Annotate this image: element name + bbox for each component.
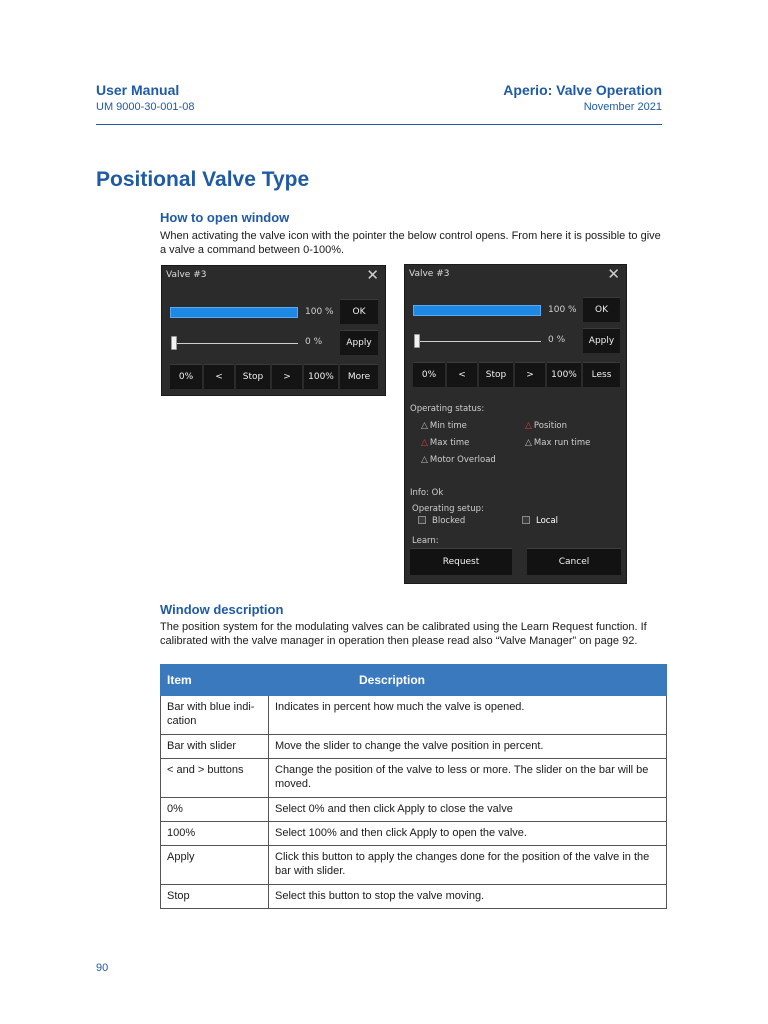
info-text: Info: Ok — [410, 488, 444, 498]
item-cell: < and > buttons — [161, 759, 269, 798]
warning-triangle-icon: △ — [421, 455, 428, 465]
status-motor-overload: △ Motor Overload — [421, 455, 496, 465]
dialog-title: Valve #3 — [166, 270, 207, 280]
document-number: UM 9000-30-001-08 — [96, 101, 195, 113]
section-text-window-description: The position system for the modulating valves can be calibrated using the Learn Request function. If calibrated with the valve manager in operation then please read also “Valve Manager” on page 92. — [160, 621, 647, 647]
increase-button[interactable]: > — [272, 364, 302, 389]
description-table — [160, 664, 667, 909]
slider-track[interactable] — [415, 341, 541, 342]
description-cell: Select this button to stop the valve moving. — [269, 885, 667, 909]
status-position: △ Position — [525, 421, 568, 431]
blocked-checkbox[interactable]: Blocked — [418, 516, 465, 526]
stop-button[interactable]: Stop — [236, 364, 270, 389]
manual-title: User Manual — [96, 82, 180, 98]
close-icon[interactable]: ✕ — [607, 265, 620, 283]
description-cell: Change the position of the valve to less or more. The slider on the bar will be moved. — [269, 759, 667, 798]
checkbox-icon[interactable] — [522, 516, 530, 524]
slider-percent: 0 % — [305, 337, 323, 347]
warning-triangle-icon: △ — [421, 421, 428, 431]
description-cell: Select 100% and then click Apply to open the valve. — [269, 822, 667, 846]
status-max-time: △ Max time — [421, 438, 470, 448]
item-cell: 100% — [161, 822, 269, 846]
slider-handle[interactable] — [414, 334, 420, 348]
ok-button[interactable]: OK — [340, 299, 378, 324]
cancel-button[interactable]: Cancel — [527, 548, 621, 575]
less-button[interactable]: Less — [583, 362, 620, 387]
header-rule — [96, 124, 662, 125]
dialog-title: Valve #3 — [409, 269, 450, 279]
item-cell: Bar with blue indi-cation — [161, 696, 269, 735]
operating-status-label: Operating status: — [410, 404, 485, 414]
increase-button[interactable]: > — [515, 362, 545, 387]
slider-percent: 0 % — [548, 335, 566, 345]
item-cell: Bar with slider — [161, 735, 269, 759]
hundred-percent-button[interactable]: 100% — [304, 364, 338, 389]
close-icon[interactable]: ✕ — [366, 266, 379, 284]
decrease-button[interactable]: < — [447, 362, 477, 387]
table-row — [161, 735, 667, 759]
operating-setup-label: Operating setup: — [412, 504, 484, 514]
status-max-run-time: △ Max run time — [525, 438, 591, 448]
alarm-triangle-icon: △ — [525, 421, 532, 431]
description-cell: Move the slider to change the valve position in percent. — [269, 735, 667, 759]
header-blank — [269, 665, 353, 696]
item-cell: Apply — [161, 846, 269, 885]
header-item: Item — [161, 665, 269, 696]
item-cell: Stop — [161, 885, 269, 909]
table-row — [161, 798, 667, 822]
warning-triangle-icon: △ — [525, 438, 532, 448]
valve-dialog-expanded — [404, 264, 627, 584]
description-cell: Select 0% and then click Apply to close the valve — [269, 798, 667, 822]
table-row — [161, 885, 667, 909]
item-cell: 0% — [161, 798, 269, 822]
local-checkbox[interactable]: Local — [522, 516, 558, 526]
status-min-time: △ Min time — [421, 421, 467, 431]
valve-dialog-compact — [161, 265, 386, 396]
apply-button[interactable]: Apply — [583, 328, 620, 353]
slider-handle[interactable] — [171, 336, 177, 350]
description-cell: Indicates in percent how much the valve is opened. — [269, 696, 667, 735]
table-row — [161, 759, 667, 798]
stop-button[interactable]: Stop — [479, 362, 513, 387]
page-title: Positional Valve Type — [96, 168, 310, 191]
position-bar — [170, 307, 298, 318]
alarm-triangle-icon: △ — [421, 438, 428, 448]
table-row — [161, 822, 667, 846]
checkbox-icon[interactable] — [418, 516, 426, 524]
zero-percent-button[interactable]: 0% — [413, 362, 445, 387]
page-number: 90 — [96, 962, 109, 974]
ok-button[interactable]: OK — [583, 297, 620, 322]
description-cell: Click this button to apply the changes done for the position of the valve in the bar with slider. — [269, 846, 667, 885]
publication-date: November 2021 — [583, 101, 662, 113]
request-button[interactable]: Request — [410, 548, 512, 575]
bar-percent: 100 % — [548, 305, 577, 315]
zero-percent-button[interactable]: 0% — [170, 364, 202, 389]
apply-button[interactable]: Apply — [340, 330, 378, 355]
table-row — [161, 696, 667, 735]
chapter-title: Aperio: Valve Operation — [503, 82, 662, 98]
learn-label: Learn: — [412, 536, 439, 546]
section-heading-open-window: How to open window — [160, 210, 290, 225]
more-button[interactable]: More — [340, 364, 378, 389]
slider-track[interactable] — [172, 343, 298, 344]
hundred-percent-button[interactable]: 100% — [547, 362, 581, 387]
decrease-button[interactable]: < — [204, 364, 234, 389]
section-text-open-window: When activating the valve icon with the pointer the below control opens. From here it is possible to give a valve a command between 0-100%. — [160, 230, 661, 256]
table-row — [161, 846, 667, 885]
section-heading-window-description: Window description — [160, 602, 284, 617]
position-bar — [413, 305, 541, 316]
bar-percent: 100 % — [305, 307, 334, 317]
header-description: Description — [353, 665, 667, 696]
table-header-row — [161, 665, 667, 696]
